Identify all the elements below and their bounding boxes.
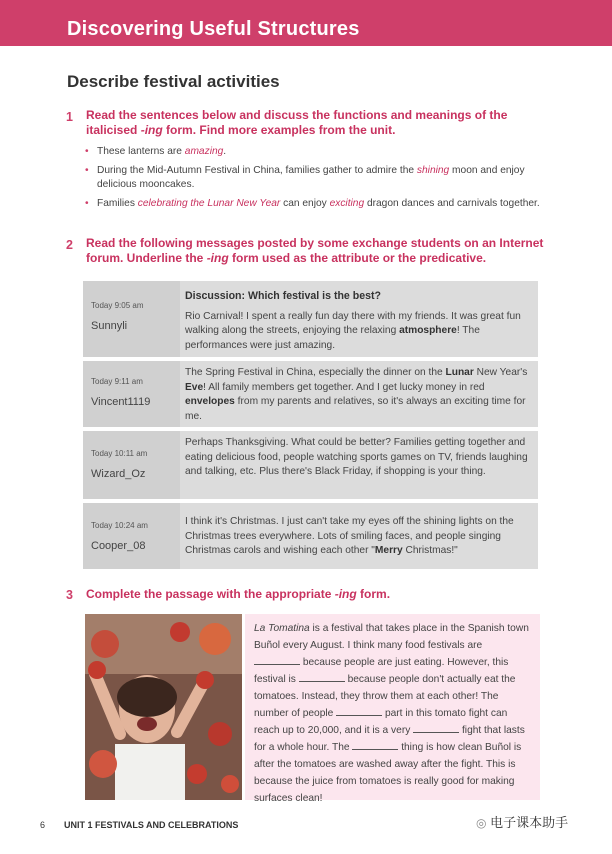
- post-text: from my parents and relatives, so it's always an exciting time for me.: [185, 396, 526, 422]
- post-timestamp: Today 9:05 am: [91, 301, 144, 310]
- bullet-text: dragon dances and carnivals together.: [364, 198, 540, 209]
- post-meta: [83, 281, 180, 357]
- answer-blank[interactable]: [413, 723, 459, 733]
- task-2-instructions: [86, 236, 556, 266]
- post-username: Sunnyli: [91, 320, 128, 332]
- post-body: [185, 515, 535, 559]
- wechat-icon: ◎: [476, 816, 487, 830]
- task-3-em: -ing: [334, 587, 357, 601]
- header-banner: [0, 0, 612, 46]
- passage-text-segment: because people don't actually eat the tomatoes. Instead, they throw them at each other! The number of people: [254, 674, 516, 719]
- task-2-line2-pre: forum. Underline the: [86, 251, 207, 265]
- post-timestamp: Today 10:11 am: [91, 449, 148, 458]
- task-1-line1: Read the sentences below and discuss the functions and meanings of the: [86, 108, 508, 122]
- task-3-post: form.: [356, 587, 391, 601]
- answer-blank[interactable]: [336, 706, 382, 716]
- passage-text: [254, 620, 529, 807]
- task-1-instructions: [86, 108, 556, 138]
- task-3-pre: Complete the passage with the appropriate: [86, 587, 335, 601]
- post-bold-text: Merry: [374, 545, 403, 556]
- discussion-title: Discussion: Which festival is the best?: [185, 290, 382, 302]
- bullet-dot-icon: •: [85, 146, 89, 157]
- post-bold-text: atmosphere: [399, 325, 457, 336]
- task-1-line2-post: form. Find more examples from the unit.: [162, 123, 396, 137]
- post-bold-text: envelopes: [185, 396, 235, 407]
- post-bold-text: Lunar: [445, 367, 474, 378]
- forum-post: [83, 431, 538, 499]
- forum-table: [83, 281, 538, 569]
- post-username: Cooper_08: [91, 540, 146, 552]
- bullet-item: [85, 145, 540, 159]
- answer-blank[interactable]: [254, 655, 300, 665]
- task-3-number: 3: [66, 588, 73, 602]
- bullet-emphasis: exciting: [329, 198, 365, 209]
- page-number: 6: [40, 820, 46, 830]
- bullet-item: [85, 197, 540, 211]
- task-1-bullets: [85, 145, 540, 216]
- task-1-number: 1: [66, 110, 73, 124]
- bullet-dot-icon: •: [85, 198, 89, 209]
- tomatina-photo: [85, 614, 242, 800]
- bullet-text: .: [223, 146, 227, 157]
- passage-title-em: La Tomatina: [254, 623, 310, 634]
- post-username: Wizard_Oz: [91, 468, 146, 480]
- post-text: ! The performances were just amazing.: [185, 325, 480, 351]
- watermark-text: 电子课本助手: [490, 815, 569, 830]
- bullet-text: can enjoy: [280, 198, 330, 209]
- post-meta: [83, 503, 180, 569]
- forum-post: [83, 503, 538, 569]
- task-1-line2-em: -ing: [140, 123, 163, 137]
- task-2-number: 2: [66, 238, 73, 252]
- section-title: Describe festival activities: [67, 72, 280, 91]
- post-meta: [83, 361, 180, 427]
- answer-blank[interactable]: [352, 740, 398, 750]
- post-text: ! All family members get together. And I get lucky money in red: [203, 381, 485, 393]
- passage-text-segment: is a festival that takes place in the Spanish town Buñol every August. I think many food festivals are: [254, 623, 529, 651]
- passage-text-segment: part in this tomato fight can reach up to 20,000, and it is a very: [254, 708, 508, 736]
- bullet-text: moon and enjoy delicious mooncakes.: [97, 165, 525, 190]
- bullet-text: These lanterns are: [97, 146, 185, 157]
- tomatina-photo-illustration: [85, 614, 242, 800]
- task-2-line1: Read the following messages posted by some exchange students on an Internet: [86, 236, 544, 250]
- tomatina-passage: [245, 614, 540, 804]
- bullet-dot-icon: •: [85, 165, 89, 176]
- bullet-item: [85, 164, 540, 192]
- banner-title: Discovering Useful Structures: [67, 18, 360, 40]
- post-timestamp: Today 9:11 am: [91, 377, 143, 386]
- post-body: [185, 436, 535, 480]
- bullet-emphasis: shining: [416, 165, 450, 176]
- forum-post: [83, 361, 538, 427]
- answer-blank[interactable]: [299, 672, 345, 682]
- post-meta: [83, 431, 180, 499]
- post-text: Perhaps Thanksgiving. What could be better? Families getting together and eating delicious food, people watching sports games on TV, friends laughing and talking, etc. Plus there's Black Friday, if shopping is your thing.: [185, 437, 528, 477]
- task-2-line2-post: form used as the attribute or the predicative.: [228, 251, 487, 265]
- post-text: The Spring Festival in China, especially the dinner on the: [185, 367, 446, 378]
- post-body: [185, 289, 535, 353]
- post-text: New Year's: [473, 367, 528, 378]
- task-3-instructions: [86, 587, 546, 602]
- post-text: I think it's Christmas. I just can't take my eyes off the shining lights on the Christmas trees everywhere. Lots of smiling faces, and people singing Christmas carols and wishing each other ": [185, 516, 514, 556]
- post-body: [185, 366, 535, 424]
- task-1-line2-pre: italicised: [86, 123, 141, 137]
- passage-text-segment: because people are just eating. However, this festival is: [254, 657, 509, 685]
- passage-text-segment: fight that lasts for a whole hour. The: [254, 725, 525, 753]
- post-timestamp: Today 10:24 am: [91, 521, 148, 530]
- post-username: Vincent1119: [91, 396, 151, 408]
- bullet-emphasis: amazing: [184, 146, 224, 157]
- unit-title: UNIT 1 FESTIVALS AND CELEBRATIONS: [64, 820, 239, 830]
- passage-text-segment: thing is how clean Buñol is after the tomatoes are washed away after the fight. This is because the juice from tomatoes is really good for making surfaces clean!: [254, 742, 522, 804]
- watermark: [476, 812, 568, 831]
- bullet-emphasis: celebrating the Lunar New Year: [137, 198, 281, 209]
- post-text: Rio Carnival! I spent a really fun day there with my friends. It was great fun walking along the streets, enjoying the relaxing: [185, 310, 521, 336]
- post-text: Christmas!": [402, 545, 458, 556]
- bullet-text: Families: [97, 198, 138, 209]
- post-bold-text: Eve: [185, 381, 204, 393]
- task-2-line2-em: -ing: [206, 251, 229, 265]
- bullet-text: During the Mid-Autumn Festival in China, families gather to admire the: [97, 165, 417, 176]
- forum-post: [83, 281, 538, 357]
